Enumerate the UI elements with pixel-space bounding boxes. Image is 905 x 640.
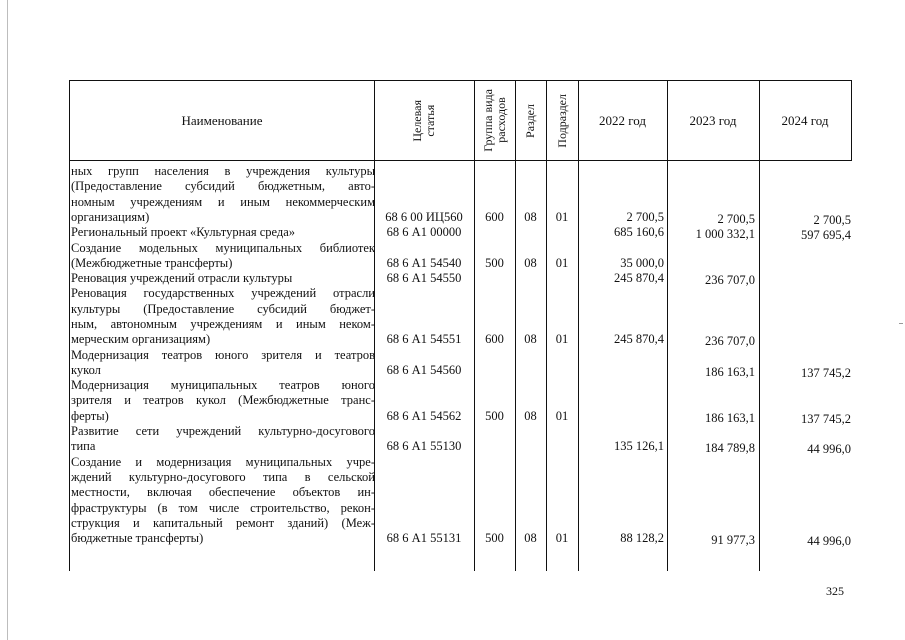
header-target-article: [374, 81, 474, 160]
row-subsection-cell: 01: [555, 531, 569, 546]
header-expense-group: [474, 81, 515, 160]
row-y2023-cell: 236 707,0: [705, 334, 755, 349]
header-subsection-label: Подраздел: [554, 93, 569, 148]
row-name-line: номным учреждениям и иным некоммерческим: [71, 194, 375, 209]
row-name-line: Реновация учреждений отрасли культуры: [71, 271, 293, 286]
row-y2024-cell: 137 745,2: [801, 365, 851, 380]
row-name: [70, 348, 375, 379]
row-y2022-cell: 245 870,4: [614, 332, 664, 347]
row-name-line: зрителя и театров кукол (Межбюджетные транс-: [71, 393, 375, 408]
row-y2024-cell: 2 700,5: [813, 212, 851, 227]
row-y2022-cell: 35 000,0: [620, 255, 664, 270]
row-group-cell: 500: [485, 255, 504, 270]
row-name-line: Модернизация театров юного зрителя и театров: [71, 347, 375, 362]
row-name-line: культуры (Предоставление субсидий бюджет-: [71, 301, 375, 316]
row-name-line: Модернизация муниципальных театров юного: [71, 378, 375, 393]
row-y2023-cell: 184 789,8: [705, 441, 755, 456]
row-code-cell: 68 6 А1 55130: [386, 439, 462, 454]
row-name-line: ждений культурно-досугового типа в сельской: [71, 469, 375, 484]
header-2023: 2023 год: [689, 112, 737, 128]
page-number: 325: [826, 584, 844, 598]
row-name-line: Региональный проект «Культурная среда»: [71, 225, 296, 240]
header-2022: 2022 год: [599, 112, 646, 128]
row-name-line: (Предоставление субсидий бюджетным, авто-: [71, 179, 375, 194]
row-name-line: ных групп населения в учреждения культуры: [71, 164, 375, 178]
row-group-cell: 600: [485, 332, 504, 347]
row-name-line: Реновация государственных учреждений отрасли: [71, 286, 375, 301]
row-y2024-cell: 44 996,0: [807, 534, 851, 549]
row-code-cell: 68 6 А1 54540: [386, 255, 462, 270]
row-section-cell: 08: [524, 332, 537, 347]
row-subsection-cell: 01: [555, 209, 569, 224]
row-section-cell: 08: [524, 255, 537, 270]
row-y2024-cell: 44 996,0: [807, 442, 851, 457]
row-y2023-cell: 1 000 332,1: [695, 227, 755, 242]
row-name-line: фраструктуры (в том числе строительство, рекон-: [71, 500, 375, 515]
row-name: [70, 455, 375, 547]
row-y2022-cell: 2 700,5: [626, 209, 664, 224]
row-name-line: организациям): [71, 209, 150, 224]
row-name-line: Развитие сети учреждений культурно-досугового: [71, 424, 375, 439]
row-group-cell: 600: [485, 209, 504, 224]
row-name-line: ным, автономным учреждениям и иным неком-: [71, 316, 375, 331]
header-name: Наименование: [181, 112, 263, 128]
row-name: [70, 164, 375, 225]
header-divider: [70, 160, 852, 161]
row-code-cell: 68 6 А1 54551: [386, 332, 462, 347]
col-divider: [851, 81, 852, 160]
scan-edge-mark: [899, 323, 903, 324]
row-group-cell: 500: [485, 408, 504, 423]
row-y2024-cell: 597 695,4: [801, 228, 851, 243]
row-name: [70, 241, 375, 272]
row-name-line: Создание и модернизация муниципальных учре-: [71, 454, 375, 469]
row-section-cell: 08: [524, 209, 537, 224]
row-name-line: бюджетные трансферты): [71, 531, 204, 546]
header-group-label: Группа вида расходов: [480, 89, 508, 152]
row-name-line: типа: [71, 439, 96, 454]
row-y2022-cell: 245 870,4: [614, 271, 664, 286]
row-name-line: струкция и капитальный ремонт зданий) (Меж-: [71, 515, 375, 530]
row-name: [70, 378, 375, 424]
header-target-label: Целевая статья: [410, 99, 437, 142]
header-subsection: [546, 81, 578, 160]
row-name-line: кукол: [71, 362, 101, 377]
row-code-cell: 68 6 А1 55131: [386, 531, 462, 546]
row-y2022-cell: 88 128,2: [620, 531, 664, 546]
row-name: [70, 424, 375, 455]
row-subsection-cell: 01: [555, 332, 569, 347]
budget-table: [69, 80, 852, 571]
row-y2022-cell: 135 126,1: [614, 439, 664, 454]
row-code-cell: 68 6 А1 54560: [386, 362, 462, 377]
row-name: [70, 286, 375, 347]
scan-edge-line: [7, 0, 8, 640]
row-code-cell: 68 6 00 ИЦ560: [385, 209, 463, 224]
row-code-cell: 68 6 А1 54562: [386, 408, 462, 423]
header-section-label: Раздел: [523, 103, 537, 138]
row-y2022-cell: 685 160,6: [614, 225, 664, 240]
row-subsection-cell: 01: [555, 408, 569, 423]
row-name: [70, 271, 375, 286]
row-name-line: Создание модельных муниципальных библиотек: [71, 240, 375, 255]
row-name-line: мерческим организациям): [71, 332, 211, 347]
row-section-cell: 08: [524, 531, 537, 546]
row-name-line: ферты): [71, 408, 109, 423]
row-y2023-cell: 236 707,0: [705, 273, 755, 288]
row-name-line: местности, включая обеспечение объектов ин-: [71, 485, 375, 500]
row-y2023-cell: 186 163,1: [705, 410, 755, 425]
row-y2023-cell: 2 700,5: [717, 211, 755, 226]
row-section-cell: 08: [524, 408, 537, 423]
header-2024: 2024 год: [781, 112, 829, 128]
row-code-cell: 68 6 А1 00000: [386, 225, 462, 240]
row-code-cell: 68 6 А1 54550: [386, 271, 462, 286]
row-name: [70, 225, 375, 240]
row-group-cell: 500: [485, 531, 504, 546]
header-section: [515, 81, 546, 160]
row-name-line: (Межбюджетные трансферты): [71, 255, 233, 270]
row-y2023-cell: 91 977,3: [711, 533, 755, 548]
row-y2023-cell: 186 163,1: [705, 364, 755, 379]
row-subsection-cell: 01: [555, 255, 569, 270]
row-y2024-cell: 137 745,2: [801, 411, 851, 426]
